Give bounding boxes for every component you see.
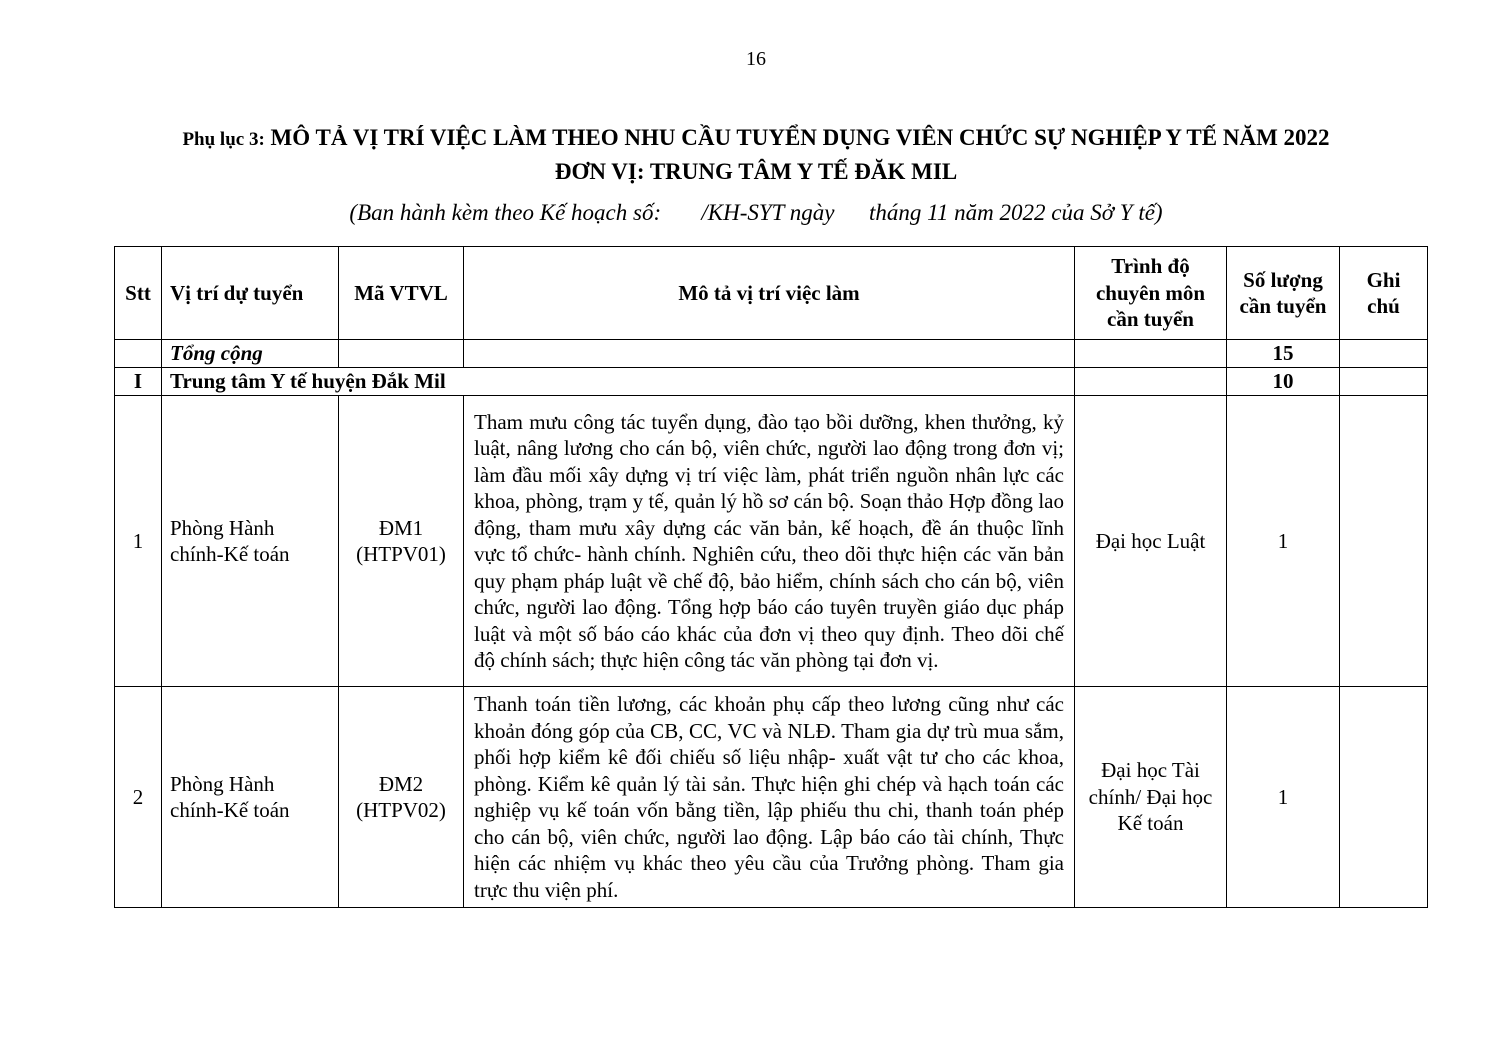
row-description: Thanh toán tiền lương, các khoản phụ cấp theo lương cũng như các khoản đóng góp của CB, CC, VC và NLĐ. Tham gia dự trù mua sắm, phối hợp kiểm kê đối chiếu số liệu nhập- xuất vật tư cho các khoa, phòng. Kiểm kê quản lý tài sản. Thực hiện ghi chép và hạch toán các nghiệp vụ kế toán vốn bằng tiền, lập phiếu thu chi, thanh toán phép cho cán bộ, viên chức, người lao động. Lập báo cáo tài chính, Thực hiện các nhiệm vụ khác theo yêu cầu của Trưởng phòng. Tham gia trực thu viện phí.	[464, 687, 1075, 908]
section-quantity: 10	[1227, 368, 1340, 396]
header-position: Vị trí dự tuyển	[162, 247, 339, 340]
title-line-1	[0, 122, 1500, 156]
document-subtitle: (Ban hành kèm theo Kế hoạch số: /KH-SYT ngày tháng 11 năm 2022 của Sở Y tế)	[349, 200, 1163, 225]
header-stt: Stt	[115, 247, 162, 340]
header-description: Mô tả vị trí việc làm	[464, 247, 1075, 340]
total-row	[115, 340, 1428, 368]
recruitment-table	[114, 246, 1428, 908]
row-qualification: Đại học Tài chính/ Đại học Kế toán	[1075, 687, 1227, 908]
section-stt: I	[115, 368, 162, 396]
row-stt: 1	[115, 396, 162, 687]
total-description-cell	[464, 340, 1075, 368]
total-qualification-cell	[1075, 340, 1227, 368]
total-code-cell	[339, 340, 464, 368]
total-note-cell	[1340, 340, 1428, 368]
table-row	[115, 687, 1428, 908]
document-title	[0, 122, 1500, 188]
row-code: ĐM2 (HTPV02)	[339, 687, 464, 908]
row-qualification: Đại học Luật	[1075, 396, 1227, 687]
total-label: Tổng cộng	[162, 340, 339, 368]
row-stt: 2	[115, 687, 162, 908]
section-qualification-cell	[1075, 368, 1227, 396]
row-position: Phòng Hành chính-Kế toán	[162, 687, 339, 908]
section-note-cell	[1340, 368, 1428, 396]
header-note: Ghi chú	[1340, 247, 1428, 340]
total-quantity: 15	[1227, 340, 1340, 368]
row-note	[1340, 687, 1428, 908]
section-name: Trung tâm Y tế huyện Đắk Mil	[162, 368, 1075, 396]
header-quantity: Số lượng cần tuyển	[1227, 247, 1340, 340]
header-code: Mã VTVL	[339, 247, 464, 340]
title-line-2: ĐƠN VỊ: TRUNG TÂM Y TẾ ĐĂK MIL	[554, 159, 958, 184]
title-prefix: Phụ lục 3:	[182, 129, 265, 150]
row-quantity: 1	[1227, 687, 1340, 908]
table-row	[115, 396, 1428, 687]
row-position: Phòng Hành chính-Kế toán	[162, 396, 339, 687]
row-note	[1340, 396, 1428, 687]
row-quantity: 1	[1227, 396, 1340, 687]
row-code: ĐM1 (HTPV01)	[339, 396, 464, 687]
page-number: 16	[746, 48, 766, 70]
title-main: MÔ TẢ VỊ TRÍ VIỆC LÀM THEO NHU CẦU TUYỂN DỤNG VIÊN CHỨC SỰ NGHIỆP Y TẾ NĂM 2022	[270, 125, 1330, 150]
table-header-row	[115, 247, 1428, 340]
row-description: Tham mưu công tác tuyển dụng, đào tạo bồi dưỡng, khen thưởng, kỷ luật, nâng lương cho cán bộ, viên chức, người lao động trong đơn vị; làm đầu mối xây dựng vị trí việc làm, phát triển nguồn nhân lực các khoa, phòng, trạm y tế, quản lý hồ sơ cán bộ. Soạn thảo Hợp đồng lao động, tham mưu xây dựng các văn bản, kế hoạch, đề án thuộc lĩnh vực tổ chức- hành chính. Nghiên cứu, theo dõi thực hiện các văn bản quy phạm pháp luật về chế độ, bảo hiểm, chính sách cho cán bộ, viên chức, người lao động. Tổng hợp báo cáo tuyên truyền giáo dục pháp luật và một số báo cáo khác của đơn vị theo quy định. Theo dõi chế độ chính sách; thực hiện công tác văn phòng tại đơn vị.	[464, 396, 1075, 687]
section-row	[115, 368, 1428, 396]
header-qualification: Trình độ chuyên môn cần tuyển	[1075, 247, 1227, 340]
total-stt-cell	[115, 340, 162, 368]
